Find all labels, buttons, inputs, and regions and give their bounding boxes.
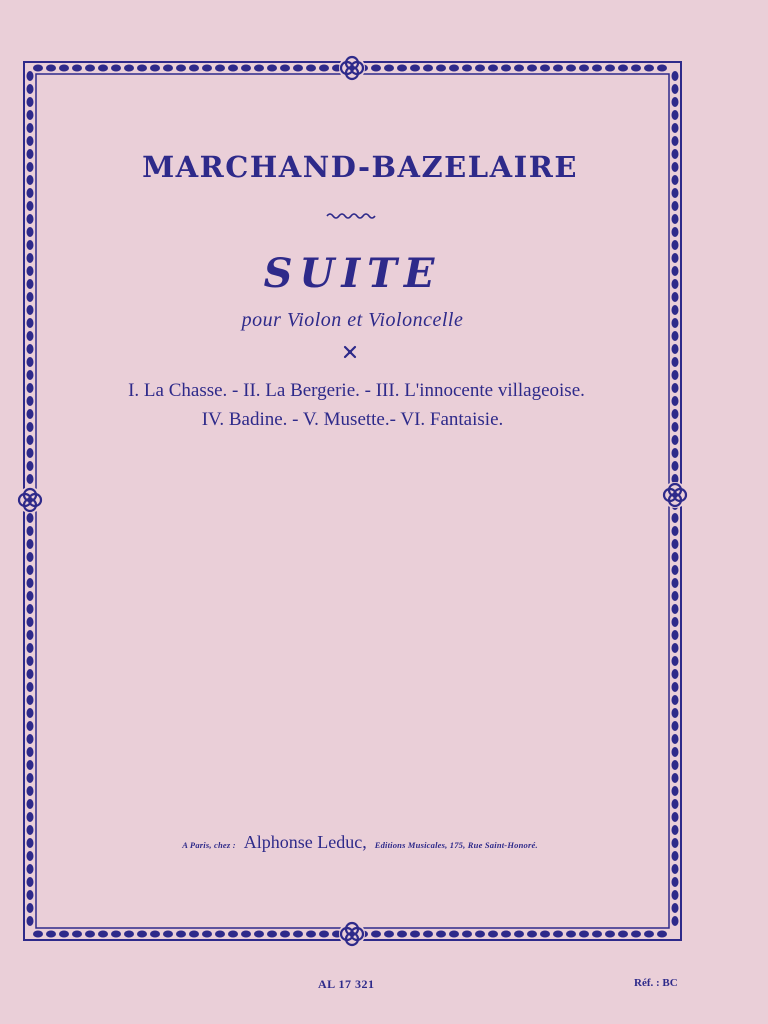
celtic-knot-ornament-icon [17,487,43,513]
publisher-prefix: A Paris, chez : [182,840,236,850]
wavy-rule-ornament [326,212,376,220]
celtic-knot-ornament-icon [339,921,365,947]
work-title: SUITE [263,250,442,297]
composer-name: MARCHAND-BAZELAIRE [142,150,578,184]
star-ornament-icon [342,344,358,360]
celtic-knot-ornament-icon [662,482,688,508]
movements-line-1: I. La Chasse. - II. La Bergerie. - III. L'innocente villageoise. [128,380,585,401]
instrumentation-subtitle: pour Violon et Violoncelle [241,309,464,331]
celtic-knot-ornament-icon [339,55,365,81]
reference-code: Réf. : BC [634,977,678,989]
publisher-address: Editions Musicales, 175, Rue Saint-Honoré. [374,840,538,850]
publisher-line [0,832,720,853]
movements-line-2: IV. Badine. - V. Musette.- VI. Fantaisie. [201,409,504,430]
catalog-number: AL 17 321 [318,977,375,991]
publisher-name: Alphonse Leduc, [243,832,367,852]
